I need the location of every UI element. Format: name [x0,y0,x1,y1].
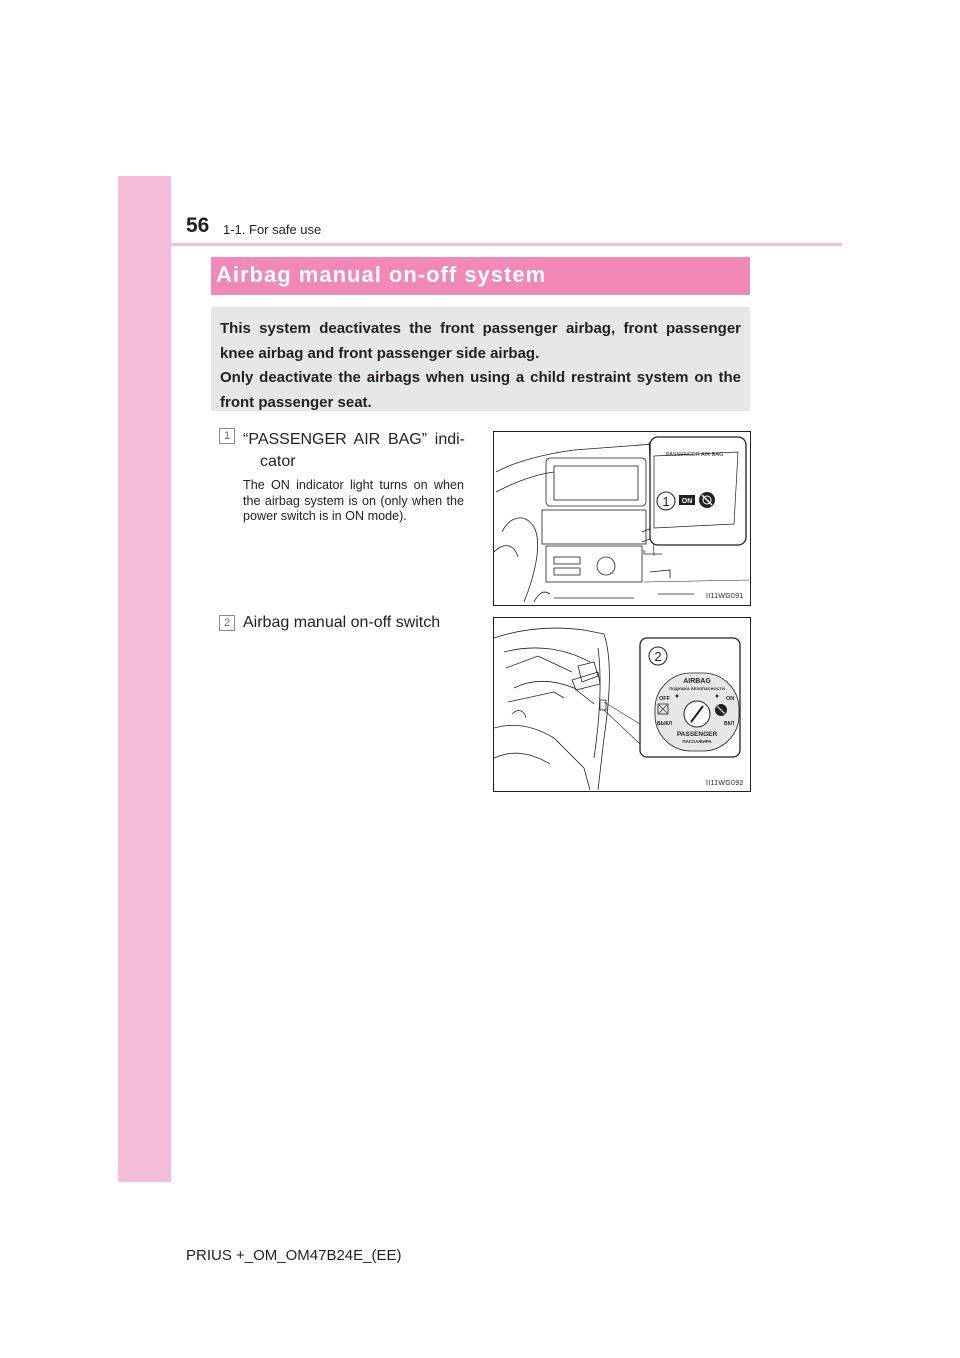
svg-text:ПАССАЖИРА: ПАССАЖИРА [682,739,712,744]
item-title-1a: “PASSENGER AIR BAG” indi- [243,431,465,448]
figure-code-1: II11WG091 [706,593,744,600]
svg-text:ПОДУШКА БЕЗОПАСНОСТИ: ПОДУШКА БЕЗОПАСНОСТИ [669,686,725,691]
header-rule [118,243,842,246]
figure-indicator [493,431,751,606]
svg-text:1: 1 [662,494,670,509]
side-tab-strip [118,176,171,1182]
dashboard-illustration [494,432,750,605]
item-number-1: 1 [219,428,235,444]
intro-text-2: Only deactivate the airbags when using a child restraint system on the front passenger seat. [220,369,741,411]
page-title: Airbag manual on-off system [216,262,547,287]
svg-text:ON: ON [726,696,735,702]
svg-text:AIRBAG: AIRBAG [683,678,711,685]
item-note-1: The ON indicator light turns on when the airbag system is on (only when the power switch is in ON mode). [243,478,464,523]
svg-text:PASSENGER: PASSENGER [676,731,718,738]
page-number: 56 [186,214,210,237]
intro-box [211,307,750,411]
svg-text:2: 2 [654,649,662,664]
figure-code-2: II11WG092 [706,780,744,787]
svg-text:PASSENGER AIR BAG: PASSENGER AIR BAG [666,452,724,458]
item-title-1b: cator [260,453,296,470]
figure-switch [493,617,751,792]
title-bar [211,257,750,295]
svg-text:ВЫКЛ: ВЫКЛ [657,721,673,727]
item-number-2: 2 [219,615,235,631]
svg-text:ON: ON [681,498,693,505]
intro-text: This system deactivates the front passenger airbag, front passenger knee airbag and front passenger side airbag. [220,320,741,362]
svg-text:ВКЛ: ВКЛ [724,721,735,727]
item-title-2: Airbag manual on-off switch [243,614,441,631]
svg-text:OFF: OFF [659,696,670,702]
section-title: 1-1. For safe use [223,222,322,237]
switch-illustration [494,618,750,791]
footer-doc-code: PRIUS +_OM_OM47B24E_(EE) [186,1247,402,1264]
